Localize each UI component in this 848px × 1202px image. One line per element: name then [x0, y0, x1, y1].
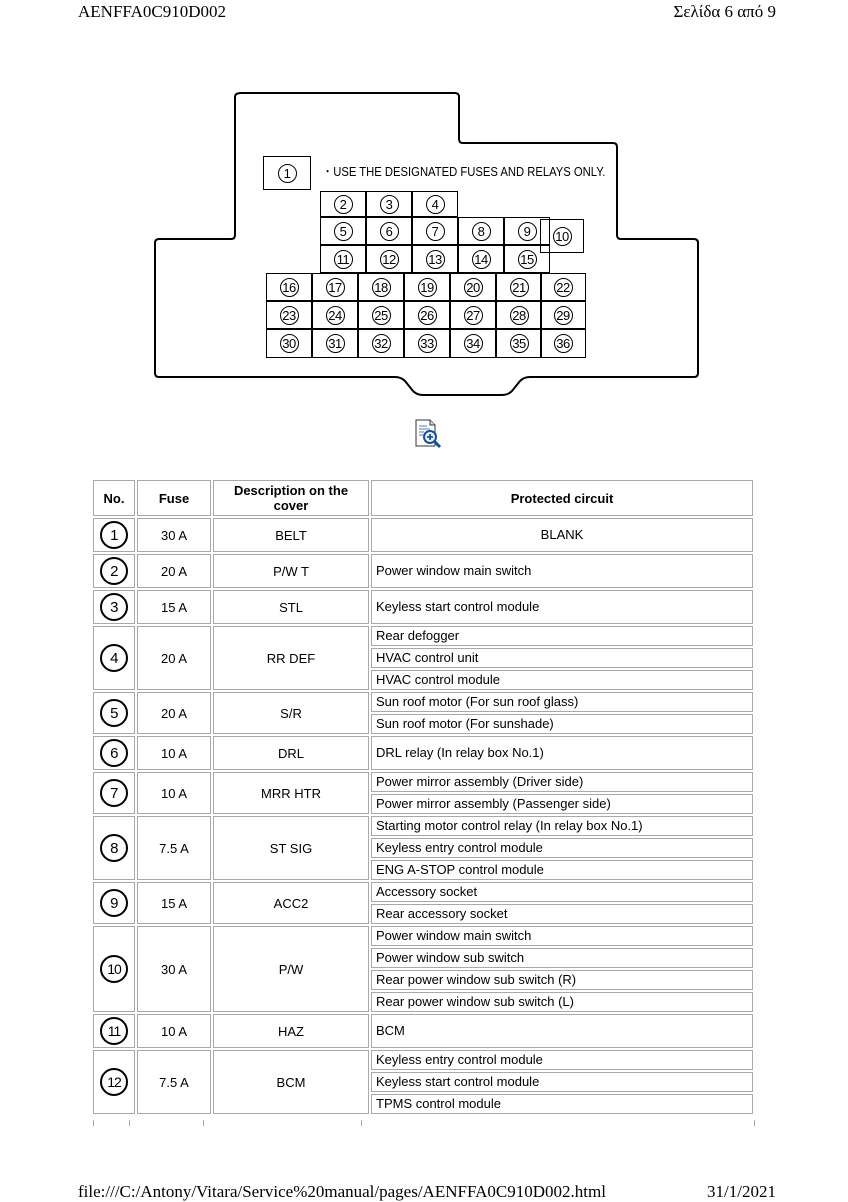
fuse-table	[91, 478, 755, 1116]
protected-circuit-cell: Rear defogger	[371, 626, 753, 646]
protected-circuit-cell: Keyless start control module	[371, 1072, 753, 1092]
fuse-number-12: 12	[380, 250, 399, 269]
fuse-description-cell: P/W T	[213, 554, 369, 588]
protected-circuit-cell: TPMS control module	[371, 1094, 753, 1114]
protected-circuit-cell: Keyless start control module	[371, 590, 753, 624]
fuse-rating-cell: 10 A	[137, 1014, 211, 1048]
protected-circuit-cell: BLANK	[371, 518, 753, 552]
fuse-slot-30	[266, 329, 312, 358]
fuse-slot-23	[266, 301, 312, 329]
fuse-slot-27	[450, 301, 496, 329]
table-row	[93, 736, 753, 770]
fuse-rating-cell: 30 A	[137, 518, 211, 552]
fuse-number-badge: 9	[100, 889, 128, 917]
fuse-number-32: 32	[372, 334, 391, 353]
fuse-number-cell	[93, 882, 135, 924]
fuse-number-badge: 2	[100, 557, 128, 585]
column-header-no: No.	[93, 480, 135, 516]
fuse-slot-8	[458, 217, 504, 245]
fuse-rating-cell: 10 A	[137, 736, 211, 770]
print-date: 31/1/2021	[707, 1182, 776, 1201]
fuse-number-badge: 8	[100, 834, 128, 862]
fuse-rating-cell: 20 A	[137, 554, 211, 588]
fuse-description-cell: DRL	[213, 736, 369, 770]
fuse-number-35: 35	[510, 334, 529, 353]
protected-circuit-cell: Starting motor control relay (In relay box No.1)	[371, 816, 753, 836]
fuse-number-cell	[93, 1014, 135, 1048]
protected-circuit-cell: Power window main switch	[371, 926, 753, 946]
fuse-number-5: 5	[334, 222, 353, 241]
protected-circuit-cell: Rear accessory socket	[371, 904, 753, 924]
fuse-number-badge: 4	[100, 644, 128, 672]
fuse-number-badge: 7	[100, 779, 128, 807]
fuse-number-6: 6	[380, 222, 399, 241]
fuse-description-cell: MRR HTR	[213, 772, 369, 814]
protected-circuit-cell: BCM	[371, 1014, 753, 1048]
fuse-number-cell	[93, 518, 135, 552]
fuse-description-cell: ACC2	[213, 882, 369, 924]
table-row	[93, 554, 753, 588]
fuse-rating-cell: 15 A	[137, 590, 211, 624]
fuse-number-cell	[93, 692, 135, 734]
fuse-slot-4	[412, 191, 458, 217]
fuse-number-22: 22	[554, 278, 573, 297]
fuse-rating-cell: 7.5 A	[137, 1050, 211, 1114]
fuse-slot-15	[504, 245, 550, 273]
protected-circuit-cell: HVAC control unit	[371, 648, 753, 668]
table-header-row	[93, 480, 753, 516]
fuse-number-18: 18	[372, 278, 391, 297]
fuse-number-14: 14	[472, 250, 491, 269]
fuse-number-33: 33	[418, 334, 437, 353]
fuse-slot-25	[358, 301, 404, 329]
fuse-number-26: 26	[418, 306, 437, 325]
table-row	[93, 882, 753, 902]
fuse-number-29: 29	[554, 306, 573, 325]
table-row	[93, 772, 753, 792]
fuse-slot-6	[366, 217, 412, 245]
protected-circuit-cell: Keyless entry control module	[371, 838, 753, 858]
fuse-number-cell	[93, 816, 135, 880]
fuse-description-cell: HAZ	[213, 1014, 369, 1048]
fuse-slot-3	[366, 191, 412, 217]
fuse-number-20: 20	[464, 278, 483, 297]
table-row	[93, 816, 753, 836]
fuse-slot-33	[404, 329, 450, 358]
fuse-description-cell: BELT	[213, 518, 369, 552]
table-row	[93, 518, 753, 552]
fuse-number-9: 9	[518, 222, 537, 241]
fuse-number-11: 11	[334, 250, 353, 269]
fuse-rating-cell: 20 A	[137, 692, 211, 734]
fuse-description-cell: BCM	[213, 1050, 369, 1114]
fuse-number-badge: 5	[100, 699, 128, 727]
page-number: Σελίδα 6 από 9	[673, 2, 776, 21]
file-url: file:///C:/Antony/Vitara/Service%20manual/pages/AENFFA0C910D002.html	[78, 1182, 606, 1201]
fuse-number-badge: 11	[100, 1017, 128, 1045]
fuse-number-19: 19	[418, 278, 437, 297]
fuse-number-badge: 1	[100, 521, 128, 549]
fuse-number-8: 8	[472, 222, 491, 241]
fuse-number-4: 4	[426, 195, 445, 214]
fuse-number-17: 17	[326, 278, 345, 297]
fuse-number-15: 15	[518, 250, 537, 269]
table-row	[93, 692, 753, 712]
protected-circuit-cell: Power mirror assembly (Passenger side)	[371, 794, 753, 814]
fuse-rating-cell: 30 A	[137, 926, 211, 1012]
fuse-slot-13	[412, 245, 458, 273]
zoom-document-icon[interactable]	[413, 418, 445, 450]
fuse-number-31: 31	[326, 334, 345, 353]
fuse-rating-cell: 20 A	[137, 626, 211, 690]
fuse-slot-28	[496, 301, 542, 329]
fuse-slot-1	[263, 156, 311, 190]
fuse-box-diagram	[150, 90, 705, 400]
fuse-number-23: 23	[280, 306, 299, 325]
fuse-number-28: 28	[510, 306, 529, 325]
fuse-notice: ・USE THE DESIGNATED FUSES AND RELAYS ONLY.	[322, 165, 606, 179]
column-header-description: Description on the cover	[213, 480, 369, 516]
fuse-number-cell	[93, 554, 135, 588]
fuse-number-badge: 12	[100, 1068, 128, 1096]
fuse-number-10: 10	[553, 227, 572, 246]
fuse-number-1: 1	[278, 164, 297, 183]
fuse-description-cell: S/R	[213, 692, 369, 734]
fuse-description-cell: P/W	[213, 926, 369, 1012]
fuse-description-cell: ST SIG	[213, 816, 369, 880]
fuse-slot-20	[450, 273, 496, 301]
protected-circuit-cell: Power window sub switch	[371, 948, 753, 968]
fuse-number-16: 16	[280, 278, 299, 297]
fuse-number-badge: 10	[100, 955, 128, 983]
table-row	[93, 626, 753, 646]
column-header-protected-circuit: Protected circuit	[371, 480, 753, 516]
protected-circuit-cell: Accessory socket	[371, 882, 753, 902]
protected-circuit-cell: Sun roof motor (For sun roof glass)	[371, 692, 753, 712]
fuse-number-cell	[93, 736, 135, 770]
fuse-slot-2	[320, 191, 366, 217]
fuse-slot-16	[266, 273, 312, 301]
protected-circuit-cell: Rear power window sub switch (L)	[371, 992, 753, 1012]
fuse-number-25: 25	[372, 306, 391, 325]
protected-circuit-cell: ENG A-STOP control module	[371, 860, 753, 880]
fuse-slot-26	[404, 301, 450, 329]
fuse-slot-19	[404, 273, 450, 301]
protected-circuit-cell: Rear power window sub switch (R)	[371, 970, 753, 990]
fuse-description-cell: STL	[213, 590, 369, 624]
fuse-slot-36	[540, 329, 586, 358]
table-row	[93, 590, 753, 624]
document-id: AENFFA0C910D002	[78, 2, 226, 21]
fuse-slot-5	[320, 217, 366, 245]
fuse-rating-cell: 15 A	[137, 882, 211, 924]
fuse-number-2: 2	[334, 195, 353, 214]
fuse-number-3: 3	[380, 195, 399, 214]
fuse-number-30: 30	[280, 334, 299, 353]
fuse-slot-34	[450, 329, 496, 358]
fuse-slot-32	[358, 329, 404, 358]
fuse-slot-17	[312, 273, 358, 301]
fuse-description-cell: RR DEF	[213, 626, 369, 690]
protected-circuit-cell: Keyless entry control module	[371, 1050, 753, 1070]
column-header-fuse: Fuse	[137, 480, 211, 516]
table-row	[93, 926, 753, 946]
fuse-slot-22	[540, 273, 586, 301]
fuse-rating-cell: 10 A	[137, 772, 211, 814]
table-continuation	[93, 1120, 755, 1126]
fuse-number-21: 21	[510, 278, 529, 297]
fuse-number-27: 27	[464, 306, 483, 325]
fuse-rating-cell: 7.5 A	[137, 816, 211, 880]
fuse-number-cell	[93, 590, 135, 624]
fuse-number-cell	[93, 926, 135, 1012]
fuse-slot-29	[540, 301, 586, 329]
protected-circuit-cell: HVAC control module	[371, 670, 753, 690]
fuse-number-badge: 3	[100, 593, 128, 621]
fuse-number-34: 34	[464, 334, 483, 353]
fuse-slot-21	[496, 273, 542, 301]
fuse-number-7: 7	[426, 222, 445, 241]
fuse-slot-24	[312, 301, 358, 329]
fuse-number-13: 13	[426, 250, 445, 269]
fuse-slot-35	[496, 329, 542, 358]
fuse-slot-31	[312, 329, 358, 358]
protected-circuit-cell: Power mirror assembly (Driver side)	[371, 772, 753, 792]
fuse-number-cell	[93, 626, 135, 690]
fuse-slot-7	[412, 217, 458, 245]
fuse-slot-14	[458, 245, 504, 273]
fuse-number-24: 24	[326, 306, 345, 325]
table-row	[93, 1050, 753, 1070]
fuse-slot-18	[358, 273, 404, 301]
fuse-number-36: 36	[554, 334, 573, 353]
protected-circuit-cell: Sun roof motor (For sunshade)	[371, 714, 753, 734]
protected-circuit-cell: Power window main switch	[371, 554, 753, 588]
fuse-number-cell	[93, 1050, 135, 1114]
fuse-slot-11	[320, 245, 366, 273]
fuse-number-badge: 6	[100, 739, 128, 767]
protected-circuit-cell: DRL relay (In relay box No.1)	[371, 736, 753, 770]
fuse-number-cell	[93, 772, 135, 814]
table-row	[93, 1014, 753, 1048]
fuse-slot-12	[366, 245, 412, 273]
